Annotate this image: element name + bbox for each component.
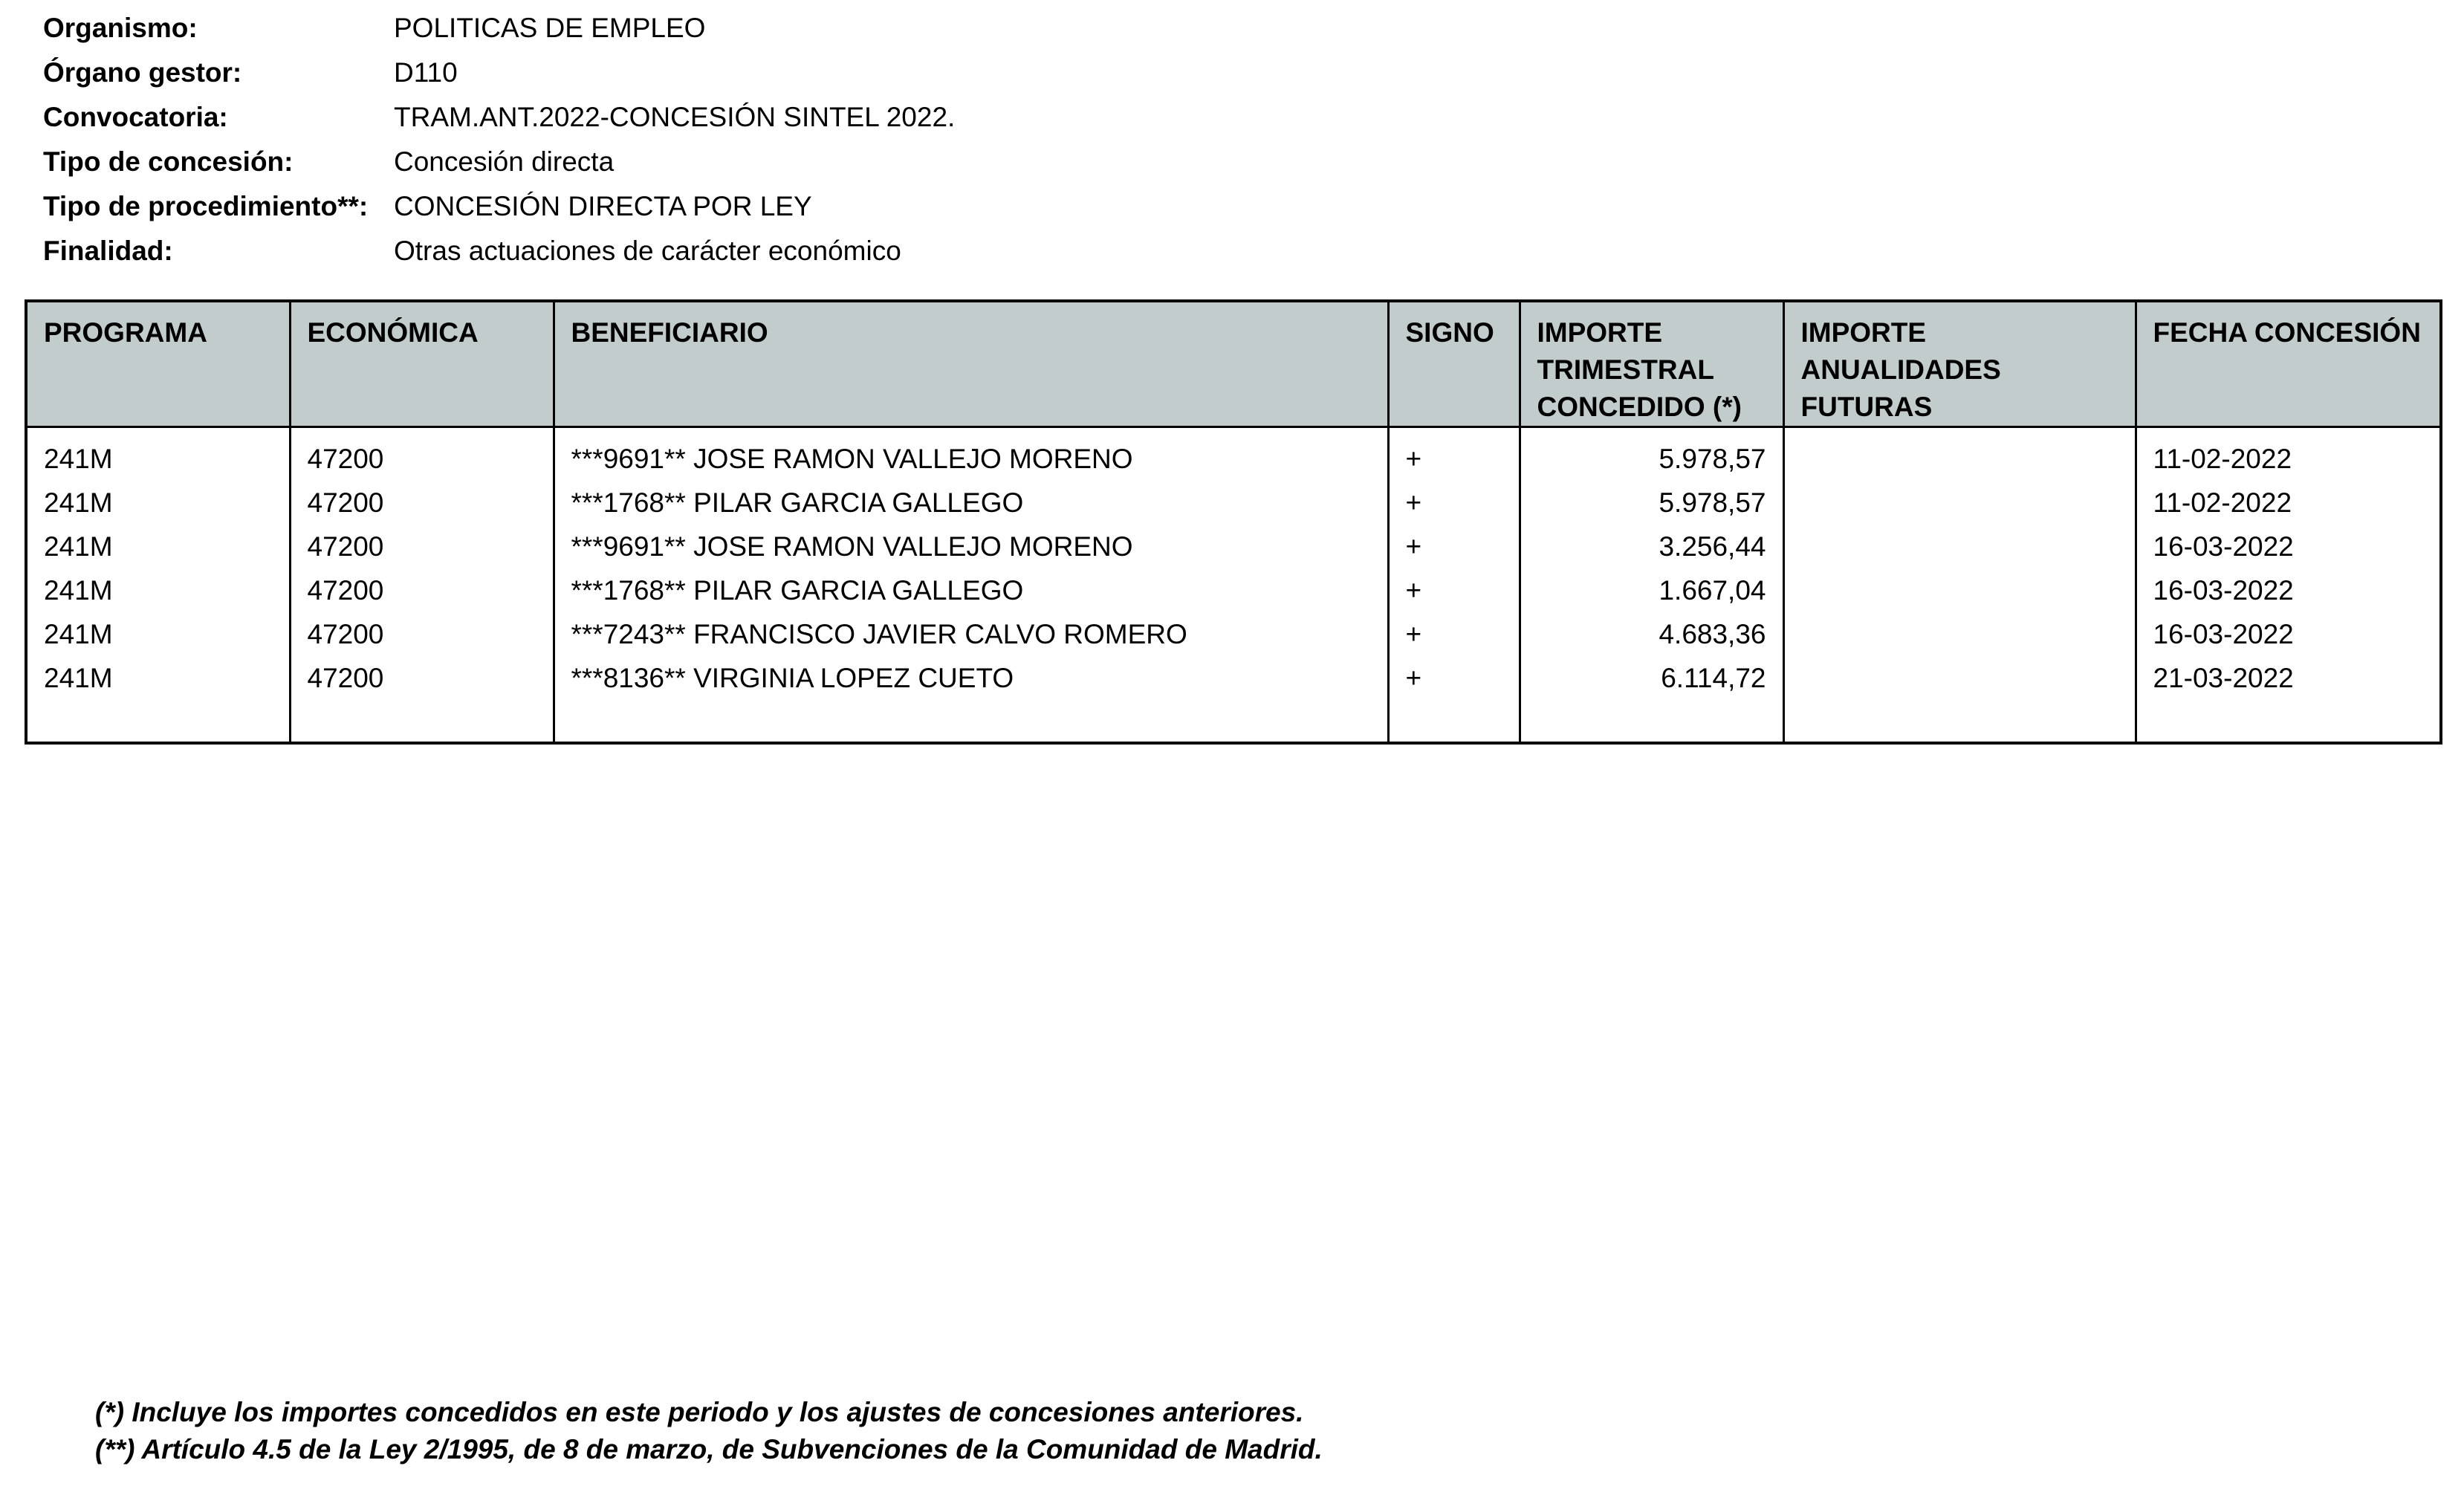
- column-header-beneficiario: BENEFICIARIO: [554, 301, 1388, 427]
- cell-programa: 241M: [26, 612, 290, 656]
- table-row: [26, 612, 2441, 656]
- cell-economica: 47200: [290, 656, 554, 700]
- field-label: Finalidad:: [43, 236, 173, 266]
- cell-importe: 5.978,57: [1520, 481, 1783, 525]
- cell-signo: +: [1388, 427, 1520, 481]
- field-value: POLITICAS DE EMPLEO: [394, 13, 706, 43]
- filler-cell: [1520, 700, 1783, 743]
- table-header-row: [26, 301, 2441, 427]
- cell-signo: +: [1388, 525, 1520, 568]
- cell-signo: +: [1388, 656, 1520, 700]
- filler-cell: [1388, 700, 1520, 743]
- cell-fecha: 11-02-2022: [2136, 427, 2441, 481]
- grants-table: [25, 299, 2442, 745]
- cell-programa: 241M: [26, 525, 290, 568]
- cell-beneficiario: ***9691** JOSE RAMON VALLEJO MORENO: [554, 525, 1388, 568]
- cell-fecha: 11-02-2022: [2136, 481, 2441, 525]
- cell-anualidades: [1783, 656, 2136, 700]
- field-tipo-concesion: [43, 140, 955, 184]
- column-header-economica: ECONÓMICA: [290, 301, 554, 427]
- field-label: Tipo de concesión:: [43, 146, 294, 177]
- field-value: Concesión directa: [394, 146, 615, 177]
- cell-economica: 47200: [290, 481, 554, 525]
- column-header-fecha-concesion: FECHA CONCESIÓN: [2136, 301, 2441, 427]
- field-convocatoria: [43, 95, 955, 140]
- filler-cell: [554, 700, 1388, 743]
- cell-economica: 47200: [290, 525, 554, 568]
- column-header-importe-trimestral: IMPORTE TRIMESTRAL CONCEDIDO (*): [1520, 301, 1783, 427]
- cell-anualidades: [1783, 568, 2136, 612]
- cell-programa: 241M: [26, 656, 290, 700]
- field-finalidad: [43, 229, 955, 273]
- field-organo-gestor: [43, 51, 955, 95]
- cell-economica: 47200: [290, 427, 554, 481]
- field-label: Convocatoria:: [43, 102, 228, 132]
- filler-cell: [2136, 700, 2441, 743]
- cell-beneficiario: ***1768** PILAR GARCIA GALLEGO: [554, 481, 1388, 525]
- cell-fecha: 16-03-2022: [2136, 525, 2441, 568]
- table-row: [26, 568, 2441, 612]
- field-value: Otras actuaciones de carácter económico: [394, 236, 901, 266]
- table-row: [26, 525, 2441, 568]
- filler-cell: [1783, 700, 2136, 743]
- column-header-importe-anualidades: IMPORTE ANUALIDADES FUTURAS: [1783, 301, 2136, 427]
- cell-anualidades: [1783, 612, 2136, 656]
- column-header-programa: PROGRAMA: [26, 301, 290, 427]
- cell-programa: 241M: [26, 568, 290, 612]
- cell-beneficiario: ***9691** JOSE RAMON VALLEJO MORENO: [554, 427, 1388, 481]
- cell-programa: 241M: [26, 427, 290, 481]
- header-fields: [43, 6, 955, 273]
- table-filler-row: [26, 700, 2441, 743]
- table-row: [26, 481, 2441, 525]
- cell-importe: 6.114,72: [1520, 656, 1783, 700]
- field-value: TRAM.ANT.2022-CONCESIÓN SINTEL 2022.: [394, 102, 956, 132]
- field-tipo-procedimiento: [43, 184, 955, 229]
- cell-economica: 47200: [290, 612, 554, 656]
- field-label: Organismo:: [43, 13, 198, 43]
- cell-anualidades: [1783, 427, 2136, 481]
- cell-beneficiario: ***7243** FRANCISCO JAVIER CALVO ROMERO: [554, 612, 1388, 656]
- cell-economica: 47200: [290, 568, 554, 612]
- cell-signo: +: [1388, 481, 1520, 525]
- field-value: CONCESIÓN DIRECTA POR LEY: [394, 191, 812, 221]
- field-label: Órgano gestor:: [43, 57, 242, 88]
- cell-programa: 241M: [26, 481, 290, 525]
- field-value: D110: [394, 57, 458, 88]
- table-row: [26, 427, 2441, 481]
- filler-cell: [26, 700, 290, 743]
- column-header-signo: SIGNO: [1388, 301, 1520, 427]
- cell-anualidades: [1783, 481, 2136, 525]
- footnote-articulo: (**) Artículo 4.5 de la Ley 2/1995, de 8 de marzo, de Subvenciones de la Comunidad de Madrid.: [95, 1434, 1323, 1465]
- table-row: [26, 656, 2441, 700]
- cell-fecha: 21-03-2022: [2136, 656, 2441, 700]
- cell-signo: +: [1388, 612, 1520, 656]
- cell-importe: 1.667,04: [1520, 568, 1783, 612]
- field-organismo: [43, 6, 955, 51]
- cell-beneficiario: ***8136** VIRGINIA LOPEZ CUETO: [554, 656, 1388, 700]
- footnotes: [95, 1394, 1323, 1468]
- cell-importe: 3.256,44: [1520, 525, 1783, 568]
- footnote-importes: (*) Incluye los importes concedidos en este periodo y los ajustes de concesiones anteriores.: [95, 1397, 1304, 1427]
- cell-fecha: 16-03-2022: [2136, 612, 2441, 656]
- cell-importe: 4.683,36: [1520, 612, 1783, 656]
- cell-importe: 5.978,57: [1520, 427, 1783, 481]
- field-label: Tipo de procedimiento**:: [43, 191, 369, 221]
- cell-fecha: 16-03-2022: [2136, 568, 2441, 612]
- cell-beneficiario: ***1768** PILAR GARCIA GALLEGO: [554, 568, 1388, 612]
- filler-cell: [290, 700, 554, 743]
- cell-signo: +: [1388, 568, 1520, 612]
- cell-anualidades: [1783, 525, 2136, 568]
